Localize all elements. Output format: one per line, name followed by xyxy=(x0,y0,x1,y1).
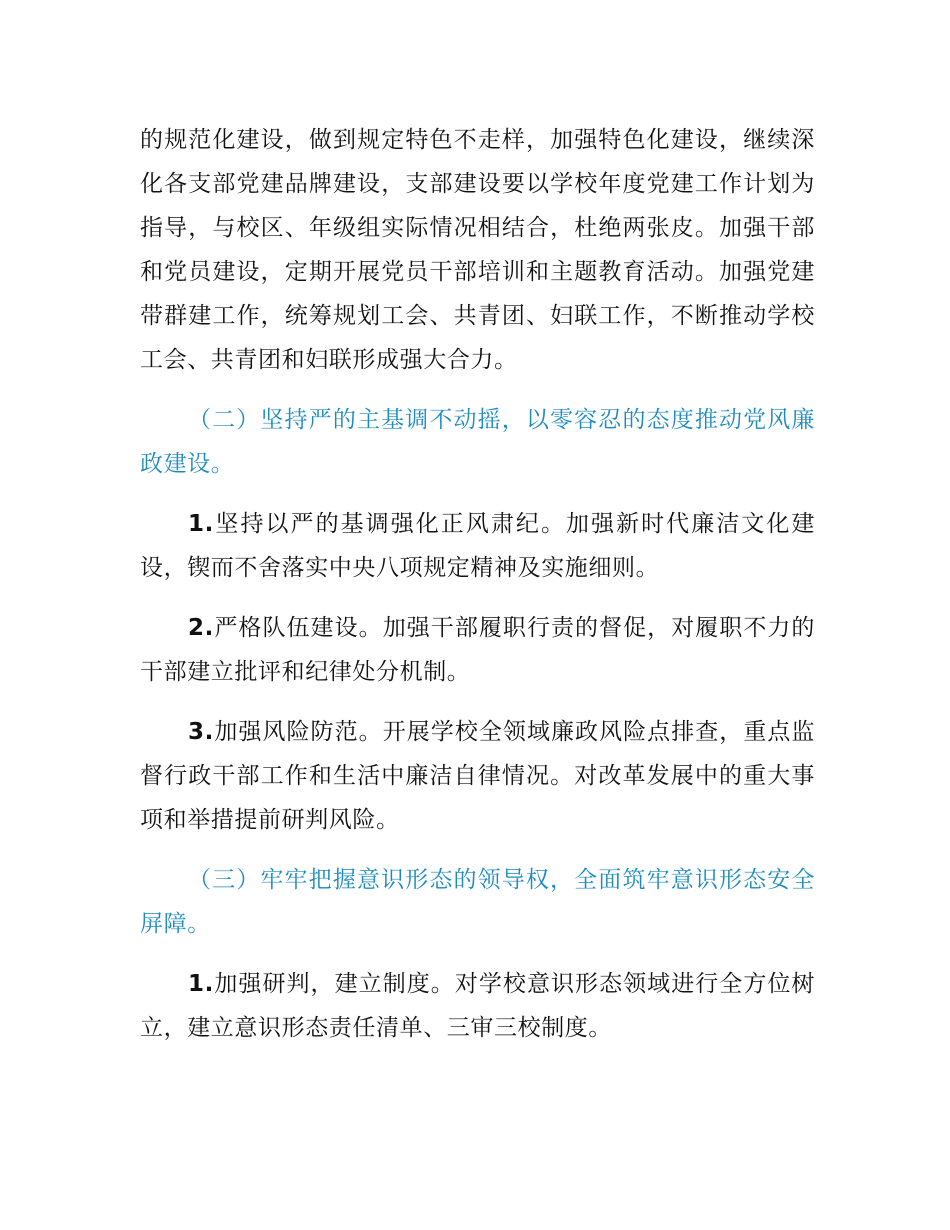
list-item-team-building xyxy=(140,606,815,694)
item-text: 加强研判，建立制度。对学校意识形态领域进行全方位树立，建立意识形态责任清单、三审三校制度。 xyxy=(140,971,815,1041)
item-text: 坚持以严的基调强化正风肃纪。加强新时代廉洁文化建设，锲而不舍落实中央八项规定精神及实施细则。 xyxy=(140,511,815,581)
item-number: 2. xyxy=(188,615,214,641)
list-item-ideology-system xyxy=(140,962,815,1050)
item-text: 加强风险防范。开展学校全领域廉政风险点排查，重点监督行政干部工作和生活中廉洁自律情况。对改革发展中的重大事项和举措提前研判风险。 xyxy=(140,719,815,833)
item-number: 1. xyxy=(188,971,214,997)
list-item-discipline xyxy=(140,502,815,590)
section-heading-three xyxy=(140,858,815,946)
paragraph-text: 的规范化建设，做到规定特色不走样，加强特色化建设，继续深化各支部党建品牌建设，支部建设要以学校年度党建工作计划为指导，与校区、年级组实际情况相结合，杜绝两张皮。加强干部和党员建设，定期开展党员干部培训和主题教育活动。加强党建带群建工作，统筹规划工会、共青团、妇联工作，不断推动学校工会、共青团和妇联形成强大合力。 xyxy=(140,127,815,373)
document-body xyxy=(140,118,815,1066)
paragraph-party-building xyxy=(140,118,815,382)
section-heading-two xyxy=(140,398,815,486)
list-item-risk-prevention xyxy=(140,710,815,842)
item-number: 1. xyxy=(188,511,214,537)
item-text: 严格队伍建设。加强干部履职行责的督促，对履职不力的干部建立批评和纪律处分机制。 xyxy=(140,615,815,685)
item-number: 3. xyxy=(188,719,214,745)
heading-text: （二）坚持严的主基调不动摇，以零容忍的态度推动党风廉政建设。 xyxy=(140,407,815,477)
heading-text: （三）牢牢把握意识形态的领导权，全面筑牢意识形态安全屏障。 xyxy=(140,867,815,937)
